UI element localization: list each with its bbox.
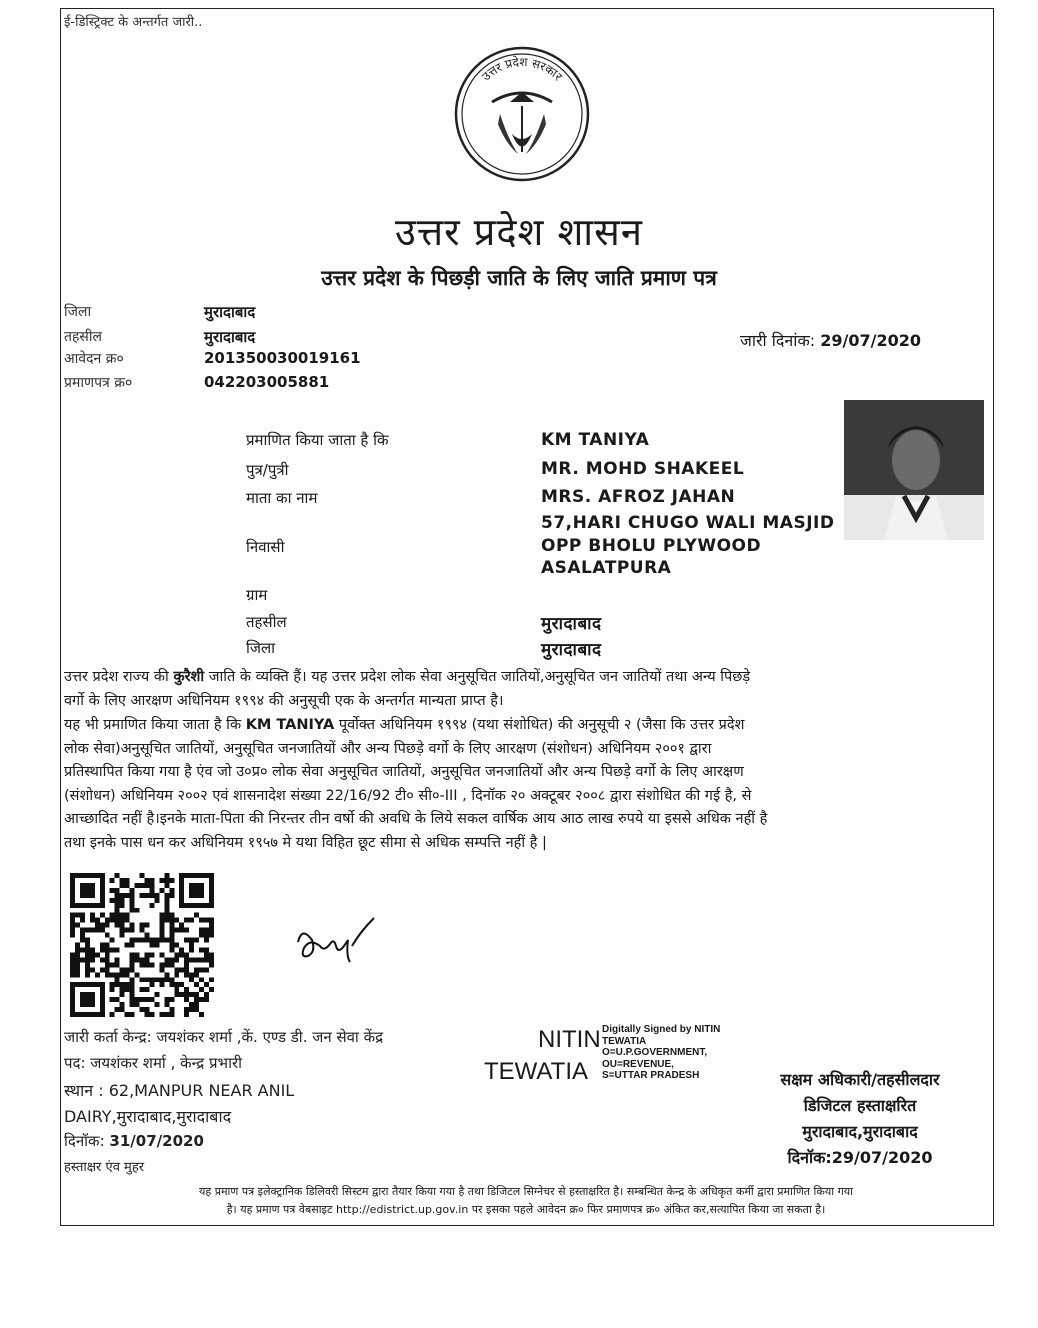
issuer-sign-label: हस्ताक्षर एंव मुहर	[64, 1160, 145, 1175]
up-government-emblem	[452, 44, 592, 184]
caste-name: कुरैशी	[173, 669, 205, 685]
address-line-3: ASALATPURA	[541, 558, 672, 578]
district-value: मुरादाबाद	[204, 303, 256, 321]
paragraph-exclusion-line-2: लोक सेवा)अनुसूचित जातियों, अनुसूचित जनजातियों और अन्य पिछड़े वर्गो के लिए आरक्षण (संशोधन) अधिनियम २००१ द्वारा	[64, 740, 712, 757]
issuer-center: जारी कर्ता केन्द्र: जयशंकर शर्मा ,कें. एण्ड डी. जन सेवा केंद्र	[64, 1028, 384, 1046]
digital-signer-name	[484, 1024, 601, 1088]
certificate-number-value: 042203005881	[204, 373, 330, 391]
issue-date-value: 29/07/2020	[820, 331, 921, 350]
certificate-subtitle: उत्तर प्रदेश के पिछड़ी जाति के लिए जाति प्रमाण पत्र	[321, 266, 717, 290]
details-tehsil-value: मुरादाबाद	[541, 614, 602, 634]
details-district-value: मुरादाबाद	[541, 640, 602, 660]
certificate-number-label: प्रमाणपत्र क्र०	[64, 375, 133, 391]
issuer-date	[64, 1131, 204, 1151]
village-label: ग्राम	[246, 586, 268, 604]
resident-label: निवासी	[246, 538, 285, 556]
digital-signature-details: Digitally Signed by NITIN TEWATIA O=U.P.GOVERNMENT, OU=REVENUE, S=UTTAR PRADESH	[602, 1024, 721, 1081]
paragraph-applicant-name: KM TANIYA	[245, 717, 335, 733]
issuer-post: पद: जयशंकर शर्मा , केन्द्र प्रभारी	[64, 1054, 242, 1072]
certificate-title: उत्तर प्रदेश शासन	[395, 210, 643, 254]
footer-line-2: है। यह प्रमाण पत्र वेबसाइट http://edistrict.up.gov.in पर इसका पहले आवेदन क्र० फिर प्रमाणपत्र क्र० अंकित कर,सत्यापित किया जा सकता है।	[226, 1203, 826, 1216]
paragraph-exclusion-line-3: प्रतिस्थापित किया गया है एंव जो उ०प्र० लोक सेवा अनुसूचित जातियों, अनुसूचित जनजातियों और अन्य पिछड़े वर्गो के लिए आरक्षण	[64, 764, 744, 780]
issue-date	[740, 329, 921, 351]
issuer-date-label: दिनॉक:	[64, 1132, 105, 1150]
footer-note	[64, 1183, 988, 1219]
paragraph-caste-line-1: उत्तर प्रदेश राज्य की कुरैशी जाति के व्यक्ति हैं। यह उत्तर प्रदेश लोक सेवा अनुसूचित जातियों,अनुसूचित जन जातियों तथा अन्य पिछड़े	[64, 669, 751, 685]
tehsil-value: मुरादाबाद	[204, 328, 256, 346]
details-tehsil-label: तहसील	[246, 613, 287, 631]
issue-date-label: जारी दिनांक:	[740, 331, 816, 350]
address-line-2: OPP BHOLU PLYWOOD	[541, 536, 762, 556]
paragraph-exclusion-line-4: (संशोधन) अधिनियम २००२ एवं शासनादेश संख्या 22/16/92 टी० सी०-III , दिनॉक २० अक्टूबर २००८ द्वारा संशोधित की गई है, से	[64, 787, 752, 804]
officer-place: मुरादाबाद,मुरादाबाद	[802, 1122, 918, 1141]
issuer-place-line-2: DAIRY,मुरादाबाद,मुरादाबाद	[64, 1107, 232, 1126]
mother-label: माता का नाम	[246, 489, 318, 507]
qr-code	[70, 873, 214, 1017]
handwritten-signature	[290, 912, 380, 972]
paragraph-caste-line-2: वर्गो के लिए आरक्षण अधिनियम १९९४ की अनुसूची एक के अन्तर्गत मान्यता प्राप्त है।	[64, 692, 504, 709]
tehsil-label: तहसील	[64, 329, 102, 345]
child-of-label: पुत्र/पुत्री	[246, 461, 289, 479]
officer-digital-sign: डिजिटल हस्ताक्षरित	[803, 1096, 917, 1115]
paragraph-exclusion-line-1: यह भी प्रमाणित किया जाता है कि KM TANIYA पूर्वोक्त अधिनियम १९९४ (यथा संशोधित) की अनुसूची २ (जैसा कि उत्तर प्रदेश	[64, 717, 745, 733]
officer-date: दिनॉक:29/07/2020	[787, 1148, 933, 1167]
digital-signer-first-name: NITIN	[538, 1026, 601, 1053]
officer-title: सक्षम अधिकारी/तहसीलदार	[780, 1070, 940, 1089]
paragraph-exclusion-line-6: तथा इनके पास धन कर अधिनियम १९५७ मे यथा विहित छूट सीमा से अधिक सम्पत्ति नहीं है |	[64, 834, 547, 851]
footer-line-1: यह प्रमाण पत्र इलेक्ट्रानिक डिलिवरी सिस्टम द्वारा तैयार किया गया है तथा डिजिटल सिग्नेचर से हस्ताक्षरित है। सम्बन्धित केन्द्र के अधिकृत कर्मी द्वारा प्रमाणित किया गया	[199, 1185, 853, 1198]
top-note: ई-डिस्ट्रिक्ट के अन्तर्गत जारी..	[64, 15, 203, 30]
paragraph-caste	[64, 666, 984, 713]
issuer-place-line-1: स्थान : 62,MANPUR NEAR ANIL	[64, 1081, 295, 1100]
digital-signer-last-name: TEWATIA	[484, 1058, 588, 1085]
certified-label: प्रमाणित किया जाता है कि	[246, 431, 389, 449]
paragraph-exclusion	[64, 714, 984, 855]
address-line-1: 57,HARI CHUGO WALI MASJID	[541, 513, 835, 533]
application-number-label: आवेदन क्र०	[64, 351, 124, 367]
applicant-photo	[844, 400, 984, 540]
details-district-label: जिला	[246, 639, 276, 657]
district-label: जिला	[64, 304, 92, 320]
paragraph-exclusion-line-5: आच्छादित नहीं है।इनके माता-पिता की निरन्तर तीन वर्षो की अवधि के लिये सकल वार्षिक आय आठ लाख रुपये या इससे अधिक नहीं है	[64, 811, 768, 827]
mother-name: MRS. AFROZ JAHAN	[541, 487, 736, 507]
issuer-date-value: 31/07/2020	[109, 1132, 204, 1150]
father-name: MR. MOHD SHAKEEL	[541, 459, 745, 479]
application-number-value: 201350030019161	[204, 349, 361, 367]
svg-text:उत्तर प्रदेश सरकार: उत्तर प्रदेश सरकार	[479, 54, 566, 84]
applicant-name: KM TANIYA	[541, 430, 650, 450]
